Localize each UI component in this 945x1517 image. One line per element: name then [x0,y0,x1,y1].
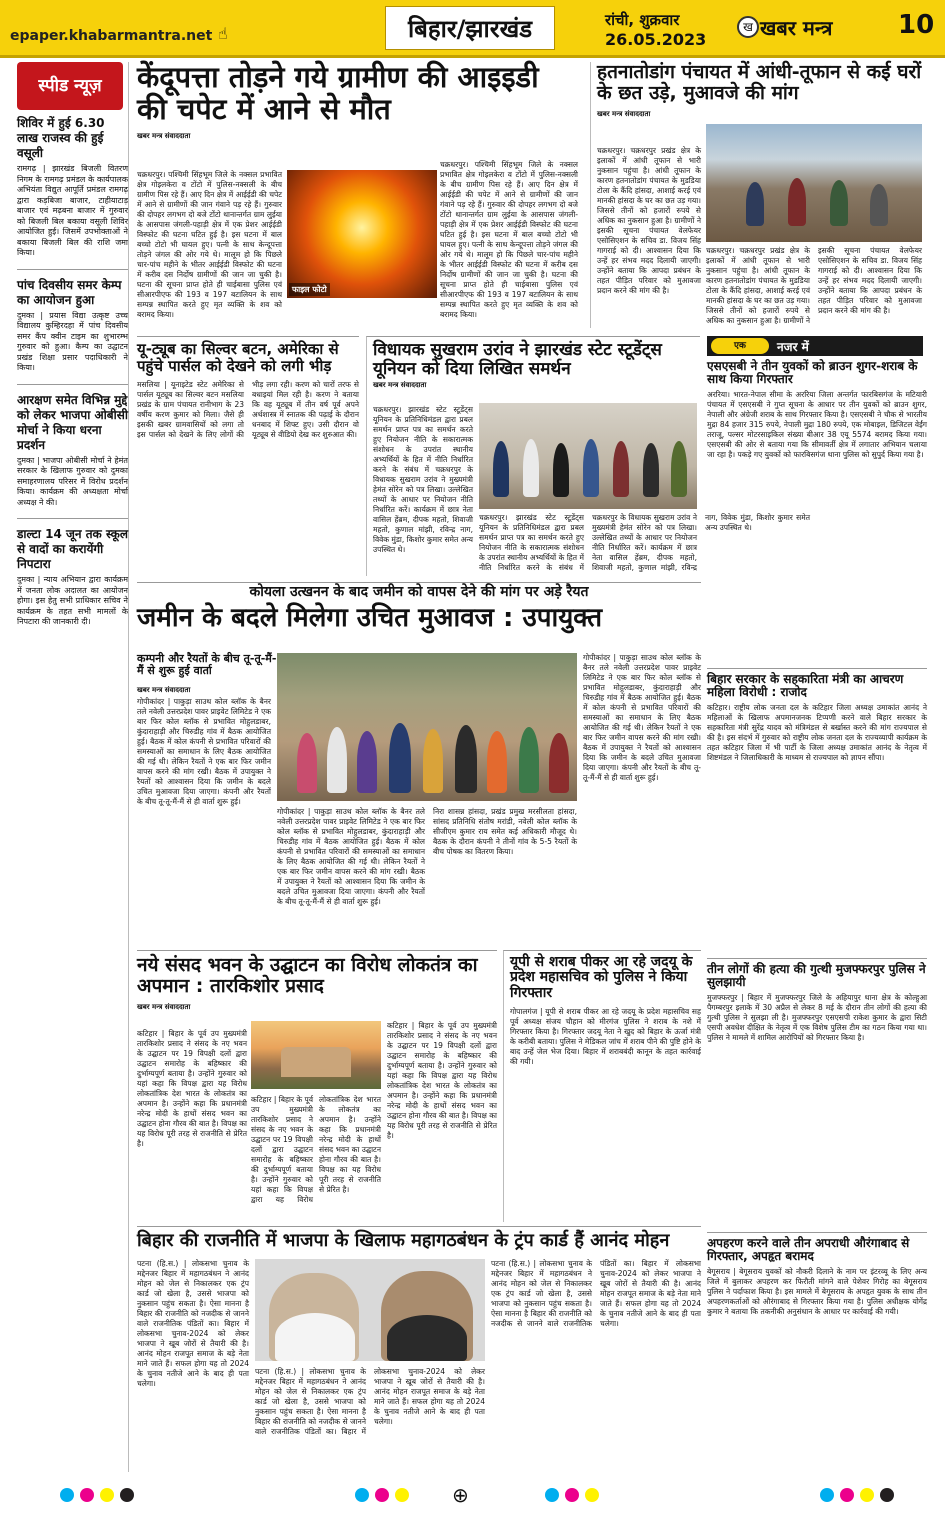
speed-news-badge: स्पीड न्यूज़ [17,62,123,110]
article-headline: केंदूपत्ता तोड़ने गये ग्रामीण की आइइडी की चपेट में आने से मौत [137,60,539,126]
article-body: मसलिया | यूनाइटेड स्टेट अमेरिका से पार्सल यूट्यूब का सिल्वर बटन मसलिया प्रखंड के ग्राम पंचायत रानीभाग के 23 वर्षीय करण कुमार को मिला। जैसे ही इसकी खबर ग्रामवासियों को लगा तो इस पार्सल को देखने के लिए लोगों की भीड़ लगा रही। करण को चारों तरफ से बधाइयां मिल रही है। करण ने बताया कि वह यूट्यूब में तीन वर्ष पूर्व अपने अर्थशास्त्र में स्नातक की पढ़ाई के दौरान धनबाद में शिफ्ट हुए। उसी दौरान वो यूट्यूब से वीडियो देख कर शुरुआत की। [137,380,359,439]
article-body: चक्रधरपुर। चक्रधरपुर प्रखंड क्षेत्र के इलाकों में आंधी तूफान से भारी नुकसान पहुंचा है। आंधी तूफान के कारण हतनातोडांग पंचायत के मुडडिया टोला के कैंदि हांसदा, आशाई करई एवं मानकी हांसदा के घर का छत उड़ गया। जिससे तीनों को हजारों रुपये से अधिक का नुकसान हुआ है। ग्रामीणों ने इसकी सूचना पंचायत वेलफेयर एसोसिएशन के सचिव डा. विजय सिंह गागराई को दी। आश्वासन दिया कि उन्हें हर संभव मदद दिलायी जाएगी। उन्होंने बताया कि आपदा प्रबंधन के तहत पीड़ित परिवार को मुआवजा प्रदान करने की मांग की है। [597,146,701,295]
article-headline: हतनातोडांग पंचायत में आंधी-तूफान से कई घरों के छत उड़े, मुआवजे की मांग [597,61,922,104]
article-body-cont: चक्रधरपुर। झारखंड स्टेट स्टूडेंट्स यूनियन के प्रतिनिधिमंडल द्वारा प्रबल समर्थन प्राप्त पत्र का समर्थन करते हुए नियोजन नीति के सकारात्मक संशोधन के उपरांत स्थानीय अभ्यर्थियों के हित में नीति निर्धारित करने के संबंध में चक्रधरपुर के विधायक सुखराम उरांव ने मुख्यमंत्री हेमंत सोरेन को पत्र लिखा। उल्लेखित तथ्यों के आधार पर नियोजन नीति निर्धारित करें। कार्यक्रम में छात्र नेता वासिल हेंब्रम, दीपक महतो, शिवाजी महतो, कुणाल मांझी, रविन्द्र नाग, विवेक मुंडा, किशोर कुमार समेत अन्य उपस्थित थे। [479,513,810,572]
article-kidnap-arrest[interactable] [707,1232,927,1472]
article-anand-mohan[interactable] [137,1226,701,1472]
article-headline: विधायक सुखराम उरांव ने झारखंड स्टेट स्टूडेंट्स यूनियन को दिया लिखित समर्थन [373,340,662,379]
najar-title: नजर में [777,340,809,354]
article-body-cont2: कटिहार | बिहार के पूर्व उप मुख्यमंत्री तारकिशोर प्रसाद ने संसद के नए भवन के उद्घाटन पर 19 विपक्षी दलों द्वारा उद्घाटन समारोह के बहिष्कार की दुर्भाग्यपूर्ण बताया है। उन्होंने गुरुवार को यहां कहा कि विपक्ष द्वारा यह विरोध लोकतांत्रिक देश भारत के लोकतंत्र का अपमान है। उन्होंने कहा कि प्रधानमंत्री नरेन्द्र मोदी के हाथों संसद भवन का उद्घाटन होना गौरव की बात है। विपक्ष का यह विरोध पूरी तरह से राजनीति से प्रेरित है। [387,1021,497,1140]
speed-news-column [17,62,129,1472]
article-body: कटिहार। राष्ट्रीय लोक जनता दल के कटिहार जिला अध्यक्ष उमाकांत आनंद ने महिलाओं के खिलाफ अपमानजनक टिप्पणी करने वाले बिहार सरकार के सहकारिता मंत्री सुरेंद्र यादव को मंत्रिमंडल से बर्खास्त करने की मांग राज्यपाल से की है। इस संदर्भ में गुरुवार को राष्ट्रीय लोक जनता दल के राज्यव्यापी कार्यक्रम के तहत कटिहार जिला में भी पार्टी के जिला अध्यक्ष उमाकांत आनंद के नेतृत्व में शिष्टमंडल ने जिलाधिकारी के माध्यम से राज्यपाल को ज्ञापन सौंपा। [707,703,927,763]
article-body: कटिहार | बिहार के पूर्व उप मुख्यमंत्री तारकिशोर प्रसाद ने संसद के नए भवन के उद्घाटन पर 19 विपक्षी दलों द्वारा उद्घाटन समारोह के बहिष्कार की दुर्भाग्यपूर्ण बताया है। उन्होंने गुरुवार को यहां कहा कि विपक्ष द्वारा यह विरोध लोकतांत्रिक देश भारत के लोकतंत्र का अपमान है। उन्होंने कहा कि प्रधानमंत्री नरेन्द्र मोदी के हाथों संसद भवन का उद्घाटन होना गौरव की बात है। विपक्ष का यह विरोध पूरी तरह से राजनीति से प्रेरित है। [137,1029,247,1148]
registration-mark-icon: ⊕ [452,1483,469,1507]
site-url[interactable]: epaper.khabarmantra.net [10,28,213,44]
cmyk-dot [60,1488,74,1502]
cmyk-dot [860,1488,874,1502]
article-byline: खबर मन्त्र संवाददाता [137,1002,191,1011]
students-meeting-photo [479,403,697,509]
article-byline: खबर मन्त्र संवाददाता [137,131,191,140]
crowd-meeting-photo [277,653,577,801]
brand-name: खबर मन्त्र [760,16,833,40]
left-item-body: दुमका | न्याय अभियान द्वारा कार्यक्रम में जनता लोक अदालत का आयोजन होगा। इस हेतु सभी प्राधिकार सचिव ने कार्यक्रम के तहत सभी मामलों के निपटारा की जानकारी दी। [17,575,128,626]
article-body-cont2: गोपीकांदर | पाकुड़ा साउथ कोल ब्लॉक के बैनर तले नवेली उत्तरप्रदेश पावर प्राइवेट लिमिटेड ने एक बार फिर कोल ब्लॉक से प्रभावित मोहुलडाबर, कुंदाराहाड़ी और चिरुडीह गांव में बैठक आयोजित हुई। बैठक में कोल कंपनी से प्रभावित परिवारों की समस्याओं का समाधान के लिए बैठक आयोजित की गई थी। लेकिन रैयतों ने एक बार फिर जमीन वापस करने की मांग रखी। बैठक में उपायुक्त ने रैयतों को आश्वासन दिया कि जमीन के बदले उचित मुआवजा दिया जाएगा। कंपनी और रैयतों के बीच तू-तू-मैं-मैं से ही वार्ता शुरू हुई। [583,653,701,782]
article-youtube-button[interactable] [137,336,359,576]
left-item-body: दुमका | भाजपा ओबीसी मोर्चा ने हेमंत सरकार के खिलाफ गुरुवार को दुमका समाहरणालय परिसर में विरोध प्रदर्शन किया। कार्यक्रम की अध्यक्षता मोर्चा अध्यक्ष ने की। [17,455,128,507]
article-headline: बिहार सरकार के सहकारिता मंत्री का आचरण महिला विरोधी : राजोद [707,672,904,700]
politicians-photo [255,1259,485,1361]
cmyk-dot [565,1488,579,1502]
left-item[interactable] [17,384,128,509]
left-item[interactable] [17,518,128,628]
article-body: चक्रधरपुर। झारखंड स्टेट स्टूडेंट्स यूनियन के प्रतिनिधिमंडल द्वारा प्रबल समर्थन प्राप्त पत्र का समर्थन करते हुए नियोजन नीति के सकारात्मक संशोधन के उपरांत स्थानीय अभ्यर्थियों के हित में नीति निर्धारित करने के संबंध में चक्रधरपुर के विधायक सुखराम उरांव ने मुख्यमंत्री हेमंत सोरेन को पत्र लिखा। उल्लेखित तथ्यों के आधार पर नियोजन नीति निर्धारित करें। कार्यक्रम में छात्र नेता वासिल हेंब्रम, दीपक महतो, शिवाजी महतो, कुणाल मांझी, रविन्द्र नाग, विवेक मुंडा, किशोर कुमार समेत अन्य उपस्थित थे। [373,405,473,554]
article-triple-murder[interactable] [707,958,927,1228]
left-item-title: शिविर में हुई 6.30 लाख राजस्व की हुई वसूली [17,116,105,160]
article-headline: तीन लोगों की हत्या की गुत्थी मुजफ्फरपुर पुलिस ने सुलझायी [707,962,926,990]
cmyk-dot [585,1488,599,1502]
left-item[interactable] [17,269,128,374]
article-byline: खबर मन्त्र संवाददाता [597,109,651,118]
cmyk-dot [80,1488,94,1502]
article-body: पटना (हि.स.) | लोकसभा चुनाव के मद्देनजर बिहार में महागठबंधन ने आनंद मोहन को जेल से निकालकर एक ट्रंप कार्ड जो खेला है, उससे भाजपा को नुकसान पहुंच सकता है। ऐसा मानना है बिहार की राजनीति को नजदीक से जानने वाले राजनीतिक पंडितों का। बिहार में लोकसभा चुनाव-2024 को लेकर भाजपा ने खूब जोरों से तैयारी की है। आनंद मोहन राजपूत समाज के बड़े नेता माने जाते हैं। सफल होगा यह तो 2024 के चुनाव नतीजे आने के बाद ही पता चलेगा। [137,1259,249,1388]
article-headline: नये संसद भवन के उद्घाटन का विरोध लोकतंत्र का अपमान : तारकिशोर प्रसाद [137,954,478,997]
left-item-body: दुमका | प्रयास विद्या उत्कृष्ट उच्च विद्यालय कुम्हिरदहा में पांच दिवसीय समर कैंप क्वीन टाइम का शुभारम्भ गुरुवार को हुआ। कैम्प का उद्घाटन प्रखंड शिक्षा प्रसार पदाधिकारी ने किया। [17,310,128,372]
cmyk-dot [395,1488,409,1502]
article-minister-remark[interactable] [707,668,927,953]
left-item-title: पांच दिवसीय समर केम्प का आयोजन हुआ [17,277,122,307]
article-body: मुजफ्फरपुर | बिहार में मुजफ्फरपुर जिले के अहियापुर थाना क्षेत्र के कोल्हुआ पैगम्बरपुर इलाके में 30 अप्रैल से लेकर 8 मई के दौरान तीन लोगों की हत्या की गुत्थी पुलिस ने सुलझा ली है। मुजफ्फरपुर एसएसपी राकेश कुमार के द्वारा सिटी एसपी अवधेश दीक्षित के नेतृत्व में एक विशेष पुलिस टीम का गठन किया गया था। पुलिस ने मामले में शामिल आरोपियों को गिरफ्तार किया है। [707,993,927,1043]
article-body: चक्रधरपुर। पश्चिमी सिंहभूम जिले के नक्सल प्रभावित क्षेत्र गोइलकेरा व टोंटो में पुलिस-नक्सली के बीच ग्रामीण पिस रहे हैं। आए दिन क्षेत्र में आईईडी की चपेट में आने से ग्रामीणों की जान गंवाने पड़ रहे हैं। गुरुवार की दोपहर लगभग दो बजे टोंटो थानान्तर्गत ग्राम लुईया के आसपास जंगली-पहाड़ी क्षेत्र में एक प्रेशर आईईडी विस्फोट की घटना घटित हुई है। इस घटना में बाल बच्चो टोटो भी घायल हुए। पत्नी के साथ केन्दूपत्ता तोड़ने जंगल की ओर गये थे। मालूम हो कि पिछले चार-पांच महीने के भीतर आईईडी विस्फोट की घटना में करीब दस निर्दोष ग्रामीणों की जान जा चुकी है। घटना की सूचना प्राप्त होते ही चाईबासा पुलिस एवं सीआरपीएफ की 193 व 197 बटालियन के साथ सम्पन्न स्थापित करते हुए मृत व्यक्ति के शव को बरामद किया। [137,170,282,319]
blast-photo [287,170,437,298]
ek-badge: एक [711,338,769,354]
article-subtitle: कम्पनी और रैयतों के बीच तू-तू-मैं-मैं से शुरू हुई वार्ता [137,652,277,678]
page-number: 10 [898,10,935,40]
masthead [0,0,945,58]
article-body: गोपीकांदर | पाकुड़ा साउथ कोल ब्लॉक के बैनर तले नवेली उत्तरप्रदेश पावर प्राइवेट लिमिटेड ने एक बार फिर कोल ब्लॉक से प्रभावित मोहुलडाबर, कुंदाराहाड़ी और चिरुडीह गांव में बैठक आयोजित हुई। बैठक में कोल कंपनी से प्रभावित परिवारों की समस्याओं का समाधान के लिए बैठक आयोजित की गई थी। लेकिन रैयतों ने एक बार फिर जमीन वापस करने की मांग रखी। बैठक में उपायुक्त ने रैयतों को आश्वासन दिया कि जमीन के बदले उचित मुआवजा दिया जाएगा। कंपनी और रैयतों के बीच तू-तू-मैं-मैं से ही वार्ता शुरू हुई। [137,697,271,806]
cmyk-dot [820,1488,834,1502]
article-headline: यू-ट्यूब का सिल्वर बटन, अमेरिका से पहुंचे पार्सल को देखने को लगी भीड़ [137,340,339,375]
article-byline: खबर मन्त्र संवाददाता [137,686,191,694]
article-parliament-opposition[interactable] [137,950,497,1222]
cmyk-dot [100,1488,114,1502]
article-body: गोपालगंज | यूपी से शराब पीकर आ रहे जदयू के प्रदेश महासचिव सह पूर्व अध्यक्ष संजय चौहान को मीरगंज पुलिस ने शराब के नशे में गिरफ्तार किया है। गिरफ्तार जदयू नेता ने खुद को बिहार के ऊर्जा मंत्री के करीबी बताया। पुलिस ने मेडिकल जांच में शराब पीने की पुष्टि होने के बाद उन्हें जेल भेज दिया। बिहार में शराबबंदी कानून के तहत कार्रवाई की गयी। [510,1007,701,1067]
edition-city-day: रांची, शुक्रवार [605,11,680,29]
article-headline: अपहरण करने वाले तीन अपराधी औरंगाबाद से गिरफ्तार, अपहृत बरामद [707,1236,910,1264]
parliament-building-photo [251,1021,381,1089]
article-ssb-arrest[interactable] [707,360,927,660]
left-item[interactable] [17,116,128,259]
left-item-title: आरक्षण समेत विभिन्न मुद्दे को लेकर भाजपा ओबीसी मोर्चा ने किया धरना प्रदर्शन [17,392,128,452]
cmyk-dot [375,1488,389,1502]
cmyk-dot [880,1488,894,1502]
print-registration-strip [0,1478,945,1517]
article-headline: जमीन के बदले मिलेगा उचित मुआवज : उपायुक्त [137,603,603,634]
edition-date: 26.05.2023 [605,30,707,49]
article-land-compensation[interactable] [137,582,701,946]
article-byline: खबर मन्त्र संवाददाता [373,381,427,390]
article-body: अररिया। भारत-नेपाल सीमा के अररिया जिला अन्तर्गत फारबिसगंज के मटियारी पंचायत में एसएसबी ने गुप्त सूचना के आधार पर तीन युवकों को ब्राउन शुगर, नेपाली और अंग्रेजी शराब के साथ गिरफ्तार किया है। एसएसबी ने चौक से भारतीय मुद्रा 84 हजार 315 रुपये, नेपाली मुद्रा 180 रुपये, एक मोबाइल, डिजिटल वेईंग तराजू, पल्सर मोटरसाइकिल संख्या बीआर 38 एयू 5574 बरामद किया गया। एसएसबी की ओर से बताया गया कि सीमावर्ती क्षेत्र में लगातार अभियान चलाया जा रहा है। पकड़े गए युवकों को फारबिसगंज थाना पुलिस को सुपुर्द किया गया है। [707,390,927,460]
photo-caption: फाइल फोटो [289,283,330,296]
article-body-cont: चक्रधरपुर। चक्रधरपुर प्रखंड क्षेत्र के इलाकों में आंधी तूफान से भारी नुकसान पहुंचा है। आंधी तूफान के कारण हतनातोडांग पंचायत के मुडडिया टोला के कैंदि हांसदा, आशाई करई एवं मानकी हांसदा के घर का छत उड़ गया। जिससे तीनों को हजारों रुपये से अधिक का नुकसान हुआ है। ग्रामीणों ने इसकी सूचना पंचायत वेलफेयर एसोसिएशन के सचिव डा. विजय सिंह गागराई को दी। आश्वासन दिया कि उन्हें हर संभव मदद दिलायी जाएगी। उन्होंने बताया कि आपदा प्रबंधन के तहत पीड़ित परिवार को मुआवजा प्रदान करने की मांग की है। [706,246,922,325]
cursor-icon: ☝ [218,24,228,43]
article-body-cont: कटिहार | बिहार के पूर्व उप मुख्यमंत्री तारकिशोर प्रसाद ने संसद के नए भवन के उद्घाटन पर 19 विपक्षी दलों द्वारा उद्घाटन समारोह के बहिष्कार की दुर्भाग्यपूर्ण बताया है। उन्होंने गुरुवार को यहां कहा कि विपक्ष द्वारा यह विरोध लोकतांत्रिक देश भारत के लोकतंत्र का अपमान है। उन्होंने कहा कि प्रधानमंत्री नरेन्द्र मोदी के हाथों संसद भवन का उद्घाटन होना गौरव की बात है। विपक्ष का यह विरोध पूरी तरह से राजनीति से प्रेरित है। [251,1095,381,1204]
damaged-house-photo [706,124,922,242]
article-body-cont: पटना (हि.स.) | लोकसभा चुनाव के मद्देनजर बिहार में महागठबंधन ने आनंद मोहन को जेल से निकालकर एक ट्रंप कार्ड जो खेला है, उससे भाजपा को नुकसान पहुंच सकता है। ऐसा मानना है बिहार की राजनीति को नजदीक से जानने वाले राजनीतिक पंडितों का। बिहार में लोकसभा चुनाव-2024 को लेकर भाजपा ने खूब जोरों से तैयारी की है। आनंद मोहन राजपूत समाज के बड़े नेता माने जाते हैं। सफल होगा यह तो 2024 के चुनाव नतीजे आने के बाद ही पता चलेगा। [255,1367,485,1436]
article-kicker: कोयला उत्खनन के बाद जमीन को वापस देने की मांग पर अड़े रैयत [249,584,589,600]
article-ied-blast-cont [440,160,578,328]
article-body: बेगूसराय | बेगूसराय युवकों को नौकरी दिलाने के नाम पर इंटरव्यू के लिए अन्य जिले में बुलाकर अपहरण कर फिरौती मांगने वाले पेशेवर गिरोह का बेगूसराय पुलिस ने पर्दाफाश किया है। इस मामले में बेगूसराय के अपहृत युवक के साथ तीन अपहरणकर्ताओं को औरंगाबाद से गिरफ्तार किया गया है। पुलिस अधीक्षक योगेंद्र कुमार ने बताया कि तकनीकी अनुसंधान के आधार पर कार्रवाई की गयी। [707,1267,927,1317]
cmyk-dot [840,1488,854,1502]
article-body-cont: गोपीकांदर | पाकुड़ा साउथ कोल ब्लॉक के बैनर तले नवेली उत्तरप्रदेश पावर प्राइवेट लिमिटेड ने एक बार फिर कोल ब्लॉक से प्रभावित मोहुलडाबर, कुंदाराहाड़ी और चिरुडीह गांव में बैठक आयोजित हुई। बैठक में कोल कंपनी से प्रभावित परिवारों की समस्याओं का समाधान के लिए बैठक आयोजित की गई थी। लेकिन रैयतों ने एक बार फिर जमीन वापस करने की मांग रखी। बैठक में उपायुक्त ने रैयतों को आश्वासन दिया कि जमीन के बदले उचित मुआवजा दिया जाएगा। कंपनी और रैयतों के बीच तू-तू-मैं-मैं से ही वार्ता शुरू हुई। [277,807,425,906]
article-headline: एसएसबी ने तीन युवकों को ब्राउन शुगर-शराब के साथ किया गिरफ्तार [707,359,918,387]
article-body-cont2: पटना (हि.स.) | लोकसभा चुनाव के मद्देनजर बिहार में महागठबंधन ने आनंद मोहन को जेल से निकालकर एक ट्रंप कार्ड जो खेला है, उससे भाजपा को नुकसान पहुंच सकता है। ऐसा मानना है बिहार की राजनीति को नजदीक से जानने वाले राजनीतिक पंडितों का। बिहार में लोकसभा चुनाव-2024 को लेकर भाजपा ने खूब जोरों से तैयारी की है। आनंद मोहन राजपूत समाज के बड़े नेता माने जाते हैं। सफल होगा यह तो 2024 के चुनाव नतीजे आने के बाद ही पता चलेगा। [491,1259,701,1328]
article-storm[interactable] [590,62,926,328]
brand-logo-icon: ख [737,16,759,38]
article-jdu-arrest[interactable] [503,950,701,1222]
cmyk-dot [355,1488,369,1502]
cmyk-dot [120,1488,134,1502]
left-item-title: डाल्टा 14 जून तक स्कूल से वादों का करायेंगी निपटारा [17,527,128,571]
left-item-body: रामगढ़ | झारखंड बिजली वितरण निगम के रामगढ़ प्रमंडल के कार्यपालक अभियंता विद्युत आपूर्ति प्रमंडल रामगढ़ द्वारा कड़बिजा बाजार, टाहीयाटाड़ बाजार एवं मढ़बना बाजार में गुरुवार को बिजली बिल बकाया वसूली शिविर आयोजित हुई। जिसमें उपभोक्ताओं ने बकाया बिजली बिल की राशि जमा किया। [17,164,128,257]
article-headline: यूपी से शराब पीकर आ रहे जदयू के प्रदेश महासचिव को पुलिस ने किया गिरफ्तार [510,954,693,1001]
article-body-cont: चक्रधरपुर। पश्चिमी सिंहभूम जिले के नक्सल प्रभावित क्षेत्र गोइलकेरा व टोंटो में पुलिस-नक्सली के बीच ग्रामीण पिस रहे हैं। आए दिन क्षेत्र में आईईडी की चपेट में आने से ग्रामीणों की जान गंवाने पड़ रहे हैं। गुरुवार की दोपहर लगभग दो बजे टोंटो थानान्तर्गत ग्राम लुईया के आसपास जंगली-पहाड़ी क्षेत्र में एक प्रेशर आईईडी विस्फोट की घटना घटित हुई है। इस घटना में बाल बच्चो टोटो भी घायल हुए। पत्नी के साथ केन्दूपत्ता तोड़ने जंगल की ओर गये थे। मालूम हो कि पिछले चार-पांच महीने के भीतर आईईडी विस्फोट की घटना में करीब दस निर्दोष ग्रामीणों की जान जा चुकी है। घटना की सूचना प्राप्त होते ही चाईबासा पुलिस एवं सीआरपीएफ की 193 व 197 बटालियन के साथ सम्पन्न स्थापित करते हुए मृत व्यक्ति के शव को बरामद किया। [440,160,578,319]
cmyk-dot [545,1488,559,1502]
section-title: बिहार/झारखंड [385,6,555,50]
ek-najar-bar [707,336,923,356]
article-headline: बिहार की राजनीति में भाजपा के खिलाफ महागठबंधन के ट्रंप कार्ड हैं आनंद मोहन [137,1230,670,1251]
article-body-2: निरा शासन्न हांसदा, प्रखंड प्रमुख मरसीलता हांसदा, सांसद प्रतिनिधि संतोष मरांडी, नवेली कोल ब्लॉक के सीजीएम कुमार राय समेत कई अधिकारी मौजूद थे। बैठक के दौरान कंपनी ने तीनों गांव के 5-5 रैयतों के बीच पोषक का वितरण किया। [433,807,577,856]
